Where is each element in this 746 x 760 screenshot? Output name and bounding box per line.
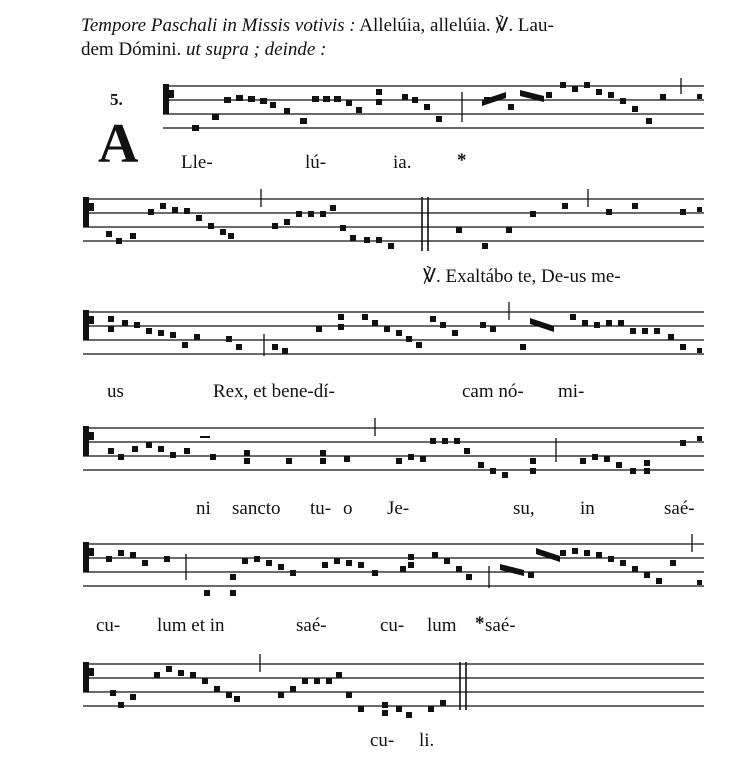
staff-system-5 [0,540,746,636]
syllable: saé- [664,498,695,519]
syllable: o [343,498,353,519]
chant-number: 5. [110,90,123,109]
rubric-line2-italic: ut supra ; deinde : [186,39,327,60]
syllable: mi- [558,381,585,402]
syllable: Rex, et bene-dí- [213,381,335,402]
syllable: cu- [96,615,121,636]
staff-3 [0,308,746,368]
c-clef-icon [83,662,94,692]
c-clef-icon [83,542,94,572]
custos-icon [697,580,702,585]
custos-icon [697,207,702,212]
staff-system-1 [0,82,746,178]
syllable: cu- [380,615,405,636]
neume-icon [192,82,666,131]
rubric [81,14,701,62]
c-clef-icon [83,426,94,456]
staff-5 [0,540,746,600]
syllable: cu- [370,730,395,751]
syllable: Lle- [181,152,213,173]
rubric-line2-text: dem Dómini. [81,39,187,60]
neume-icon [108,314,686,354]
syllable: lum [427,615,457,636]
syllable: cam nó- [462,381,524,402]
staff-1 [0,82,746,142]
syllable: ia. [393,152,412,173]
staff-system-6 [0,660,746,756]
syllable: tu- [310,498,332,519]
bar-line-icon [186,534,692,588]
syllable: saé- [296,615,327,636]
staff-2 [0,195,746,255]
c-clef-icon [83,197,94,227]
asterisk: * [475,613,485,634]
syllable: lum et in [157,615,225,636]
syllable: us [107,381,124,402]
syllable: lú- [305,152,327,173]
neume-icon [106,203,686,249]
custos-icon [697,436,702,441]
staff-4 [0,424,746,484]
double-bar-icon [460,662,466,710]
c-clef-icon [83,310,94,340]
rubric-line1-italic: Tempore Paschali in Missis votivis : [81,15,356,36]
syllable: ni [196,498,211,519]
syllable: Je- [387,498,410,519]
staff-6 [0,660,746,720]
syllable: saé- [485,615,516,636]
syllable: su, [513,498,535,519]
bar-line-icon [261,189,588,207]
asterisk: * [457,150,467,171]
c-clef-icon [163,84,174,114]
rubric-line1-text: Allelúia, allelúia. ℣. Lau- [355,15,554,36]
staff-system-3 [0,308,746,404]
custos-icon [697,348,702,353]
staff-system-2 [0,195,746,291]
custos-icon [697,94,702,99]
syllable: sancto [232,498,281,519]
double-bar-icon [422,197,428,251]
syllable: ℣. Exaltábo te, De-us me- [423,266,621,287]
initial-letter: A [98,113,139,175]
staff-system-4 [0,424,746,520]
syllable: in [580,498,595,519]
syllable: li. [419,730,435,751]
